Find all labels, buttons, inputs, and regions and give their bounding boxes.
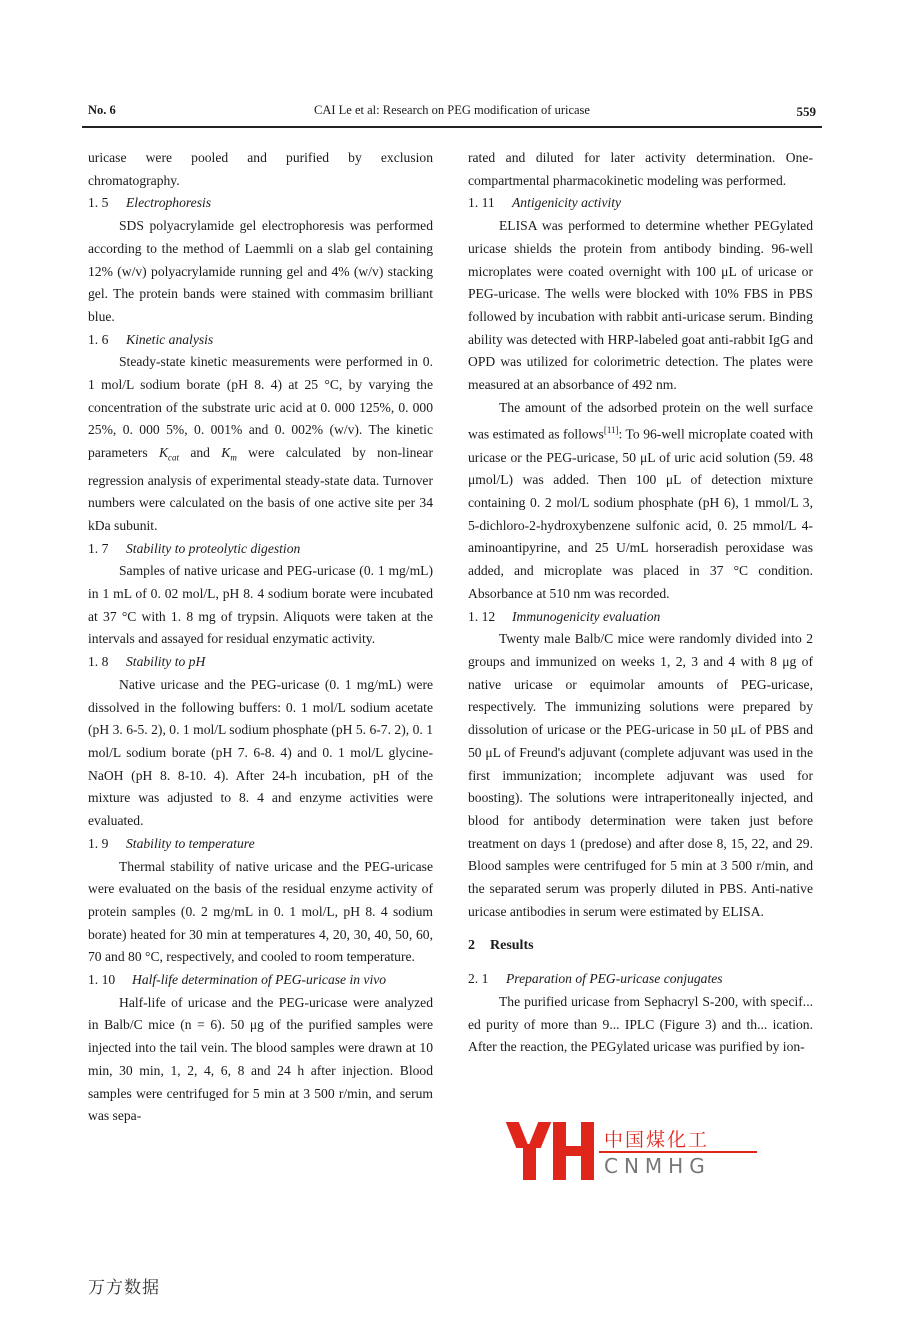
section-number: 1. 9 [88,835,109,851]
section-heading-results [468,935,813,958]
citation-link[interactable]: [11] [603,425,619,436]
watermark-rule [599,1151,757,1153]
section-title: Stability to temperature [126,835,255,851]
paragraph: rated and diluted for later activity determination. One-compartmental pharmacokinetic modeling was performed. [468,150,813,188]
section-number: 1. 12 [468,608,496,624]
section-heading-1-11 [468,192,813,215]
section-heading-2-1 [468,968,813,991]
left-column [88,147,433,1128]
running-header [88,101,816,121]
paragraph: Native uricase and the PEG-uricase (0. 1 mg/mL) were dissolved in the following buffers: 0. 1 mol/L sodium acetate (pH 3. 6-5. 2), 0. 1 mol/L sodium phosphate (pH 5. 6-7. 2), 0. 1 mol/L sodium borate (pH 7. 6-8. 4) and 0. 1 mol/L glycine-NaOH (pH 8. 8-10. 4). After 24-h incubation, pH of the mixture was adjusted to 8. 4 and enzyme activities were evaluated. [88,676,433,829]
watermark-logo [509,1122,754,1180]
right-column [468,147,813,1059]
page-number: 559 [796,104,816,119]
section-title: Preparation of PEG-uricase conjugates [506,971,723,987]
issue-number: No. 6 [88,103,116,117]
text-run: and [179,445,222,461]
paragraph: Twenty male Balb/C mice were randomly divided into 2 groups and immunized on weeks 1, 2, 3 and 4 with 8 μg of native uricase or equimolar amounts of PEG-uricase, respectively. The immunizing solutions were prepared by dissolution of uricase or the PEG-uricase in 50 μL of PBS and 50 μL of Freund's adjuvant (complete adjuvant was used in the first immunization; incomplete adjuvant was used for boosting). The solutions were intraperitoneally injected, and blood for antibody determination were taken just before treatment on days 1 (predose) and after dose 8, 15, 22, and 29. Blood samples were centrifuged for 5 min at 3 500 r/min, and the separated serum was properly diluted in PBS. Anti-native uricase antibodies in serum were estimated by ELISA. [468,631,813,919]
section-heading-1-8 [88,651,433,674]
section-number: 2. 1 [468,971,489,987]
section-number: 1. 5 [88,195,109,211]
section-number: 1. 10 [88,972,116,988]
section-number: 1. 8 [88,654,109,670]
section-number: 1. 6 [88,331,109,347]
section-title: Results [490,938,534,954]
section-title: Half-life determination of PEG-uricase in vivo [132,972,387,988]
section-title: Electrophoresis [126,195,212,211]
km-symbol: $K_m$ [221,445,237,463]
text-run: : To 96-well microplate coated with uricase or the PEG-uricase, 50 μL of uric acid solution (59. 48 μmol/L) was added. Then 100 μL of detection mixture containing 0. 2 mol/L sodium phosphate (pH 6), 1 mmol/L 3, 5-dichloro-2-hydroxybenzene sulfonic acid, 0. 25 mmol/L 4-aminoantipyrine, and 25 U/mL horseradish peroxidase was added, and microplate was placed in 37 °C condition. Absorbance at 510 nm was recorded. [468,426,813,601]
paragraph: Thermal stability of native uricase and the PEG-uricase were evaluated on the basis of the residual enzyme activity of protein samples (0. 2 mg/mL in 0. 1 mol/L, pH 8. 4 sodium borate) heated for 30 min at temperatures 4, 20, 30, 40, 50, 60, 70 and 80 °C, respectively, and cooled to room temperature. [88,858,433,965]
paragraph: SDS polyacrylamide gel electrophoresis was performed according to the method of Laemmli on a slab gel containing 12% (w/v) polyacrylamide running gel and 4% (w/v) stacking gel. The protein bands were stained with commasim brilliant blue. [88,218,433,324]
header-rule [82,126,822,128]
paragraph: The purified uricase from Sephacryl S-200, with specif... ed purity of more than 9... IPLC (Figure 3) and th... ication. After the reaction, the PEGylated uricase was purified by ion- [468,993,813,1055]
section-heading-1-7 [88,538,433,561]
section-heading-1-12 [468,606,813,629]
paragraph: ELISA was performed to determine whether PEGylated uricase shields the protein from antibody binding. 96-well microplates were coated overnight with 100 μL of uricase or PEG-uricase. The wells were blocked with 10% FBS in PBS followed by incubation with rabbit anti-uricase serum. Binding ability was detected with HRP-labeled goat anti-rabbit IgG and OPD was utilized for colorimetric detection. The plates were measured at an absorbance of 492 nm. [468,218,813,393]
section-heading-1-9 [88,833,433,856]
running-title: CAI Le et al: Research on PEG modification of uricase [314,103,590,117]
section-number: 1. 7 [88,540,109,556]
section-title: Stability to pH [126,654,206,670]
kcat-symbol: $K_{cat}$ [158,445,180,463]
paragraph: Samples of native uricase and PEG-uricase (0. 1 mg/mL) in 1 mL of 0. 02 mol/L, pH 8. 4 sodium borate were incubated at 37 °C with 1. 8 mg of trypsin. Aliquots were taken at the intervals and assayed for residual enzymatic activity. [88,563,433,647]
section-number: 2 [468,938,475,954]
watermark-chinese-text: 中国煤化工 [602,1125,711,1152]
paragraph [88,351,433,537]
text-run: Steady-state kinetic measurements were performed in 0. 1 mol/L sodium borate (pH 8. 4) at 25 °C, by varying the concentration of the substrate uric acid at 0. 000 125%, 0. 000 25%, 0. 000 5%, 0. 001% and 0. 002% (w/v). The kinetic parameters [88,354,433,461]
section-title: Kinetic analysis [126,331,214,347]
section-heading-1-10 [88,969,433,992]
section-title: Stability to proteolytic digestion [126,540,301,556]
paragraph: Half-life of uricase and the PEG-uricase were analyzed in Balb/C mice (n = 6). 50 μg of the purified samples were injected into the tail vein. The blood samples were drawn at 10 min, 30 min, 1, 2, 4, 6, 8 and 24 h after injection. Blood samples were centrifuged for 5 min at 3 500 r/min, and serum was sepa- [88,994,433,1124]
watermark-english-text: CNMHG [604,1154,711,1178]
source-footer: 万方数据 [88,1278,160,1298]
section-title: Antigenicity activity [512,195,622,211]
section-title: Immunogenicity evaluation [512,608,661,624]
section-heading-1-6 [88,329,433,352]
section-number: 1. 11 [468,195,495,211]
section-heading-1-5 [88,192,433,215]
paragraph: uricase were pooled and purified by exclusion chromatography. [88,150,433,188]
paragraph [468,397,813,606]
text-run: The amount of the adsorbed protein on the well surface was estimated as follows [468,399,813,442]
text-run: were calculated by non-linear regression analysis of experimental steady-state data. Turnover numbers were calculated on the basis of one active site per 34 kDa subunit. [88,445,433,533]
